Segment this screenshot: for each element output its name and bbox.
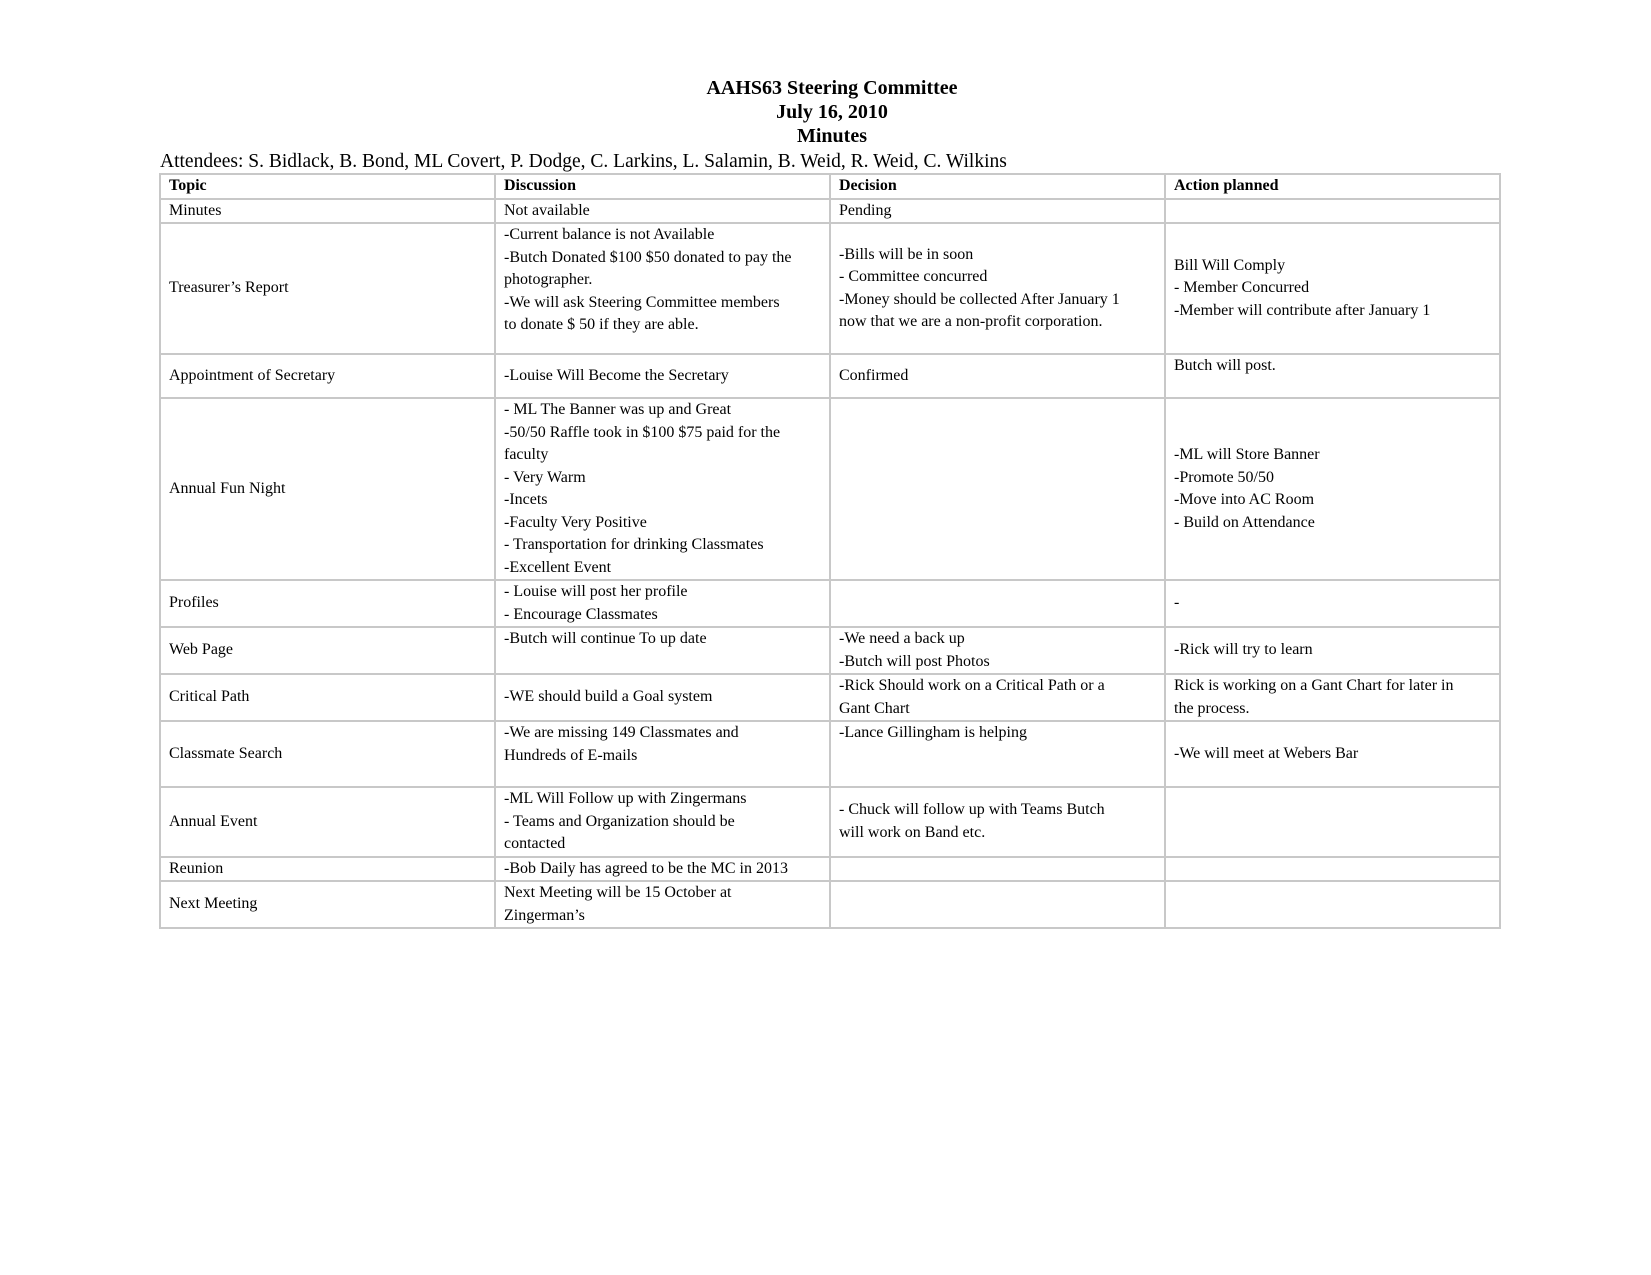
action-line: -Promote 50/50 — [1174, 468, 1274, 486]
decision-cell — [830, 354, 1165, 398]
discussion-line: - ML The Banner was up and Great — [504, 401, 732, 418]
header-discussion: Discussion — [495, 174, 830, 199]
action-cell — [1165, 199, 1500, 224]
document-subtitle: Minutes — [797, 125, 867, 147]
topic-cell: Minutes — [160, 199, 495, 224]
table-row — [160, 199, 1500, 224]
document-date: July 16, 2010 — [776, 101, 888, 123]
discussion-line: -Incets — [504, 491, 548, 508]
action-cell — [1165, 354, 1500, 398]
minutes-table — [159, 173, 1501, 929]
table-row — [160, 627, 1500, 674]
discussion-cell — [495, 721, 830, 787]
discussion-line: -Faculty Very Positive — [504, 513, 647, 531]
discussion-line: -We will ask Steering Committee members — [504, 293, 780, 311]
decision-cell — [830, 674, 1165, 721]
decision-line: -Lance Gillingham is helping — [839, 724, 1027, 741]
decision-cell — [830, 787, 1165, 857]
table-row — [160, 580, 1500, 627]
discussion-cell — [495, 674, 830, 721]
decision-cell — [830, 881, 1165, 928]
action-cell — [1165, 787, 1500, 857]
discussion-line: to donate $ 50 if they are able. — [504, 316, 699, 333]
table-row — [160, 787, 1500, 857]
topic-cell: Annual Event — [160, 787, 495, 857]
action-line: the process. — [1174, 699, 1250, 717]
decision-cell — [830, 223, 1165, 354]
action-line: - Member Concurred — [1174, 279, 1310, 297]
decision-line: Confirmed — [839, 366, 909, 384]
topic-cell: Profiles — [160, 580, 495, 627]
document-title: AAHS63 Steering Committee — [706, 77, 958, 99]
decision-line: Pending — [839, 201, 892, 219]
topic-cell: Classmate Search — [160, 721, 495, 787]
action-line: -Rick will try to learn — [1174, 641, 1313, 659]
discussion-line: Zingerman’s — [504, 906, 585, 924]
decision-line: -Money should be collected After January 1 — [839, 290, 1120, 308]
table-row — [160, 857, 1500, 882]
action-cell — [1165, 721, 1500, 787]
discussion-cell — [495, 881, 830, 928]
discussion-line: faculty — [504, 446, 549, 463]
discussion-cell — [495, 857, 830, 882]
table-row — [160, 674, 1500, 721]
discussion-line: contacted — [504, 835, 566, 852]
action-line: Bill Will Comply — [1174, 256, 1286, 274]
discussion-line: Not available — [504, 201, 590, 219]
discussion-line: - Encourage Classmates — [504, 605, 658, 623]
decision-line: - Chuck will follow up with Teams Butch — [839, 801, 1105, 819]
decision-line: now that we are a non-profit corporation. — [839, 313, 1103, 330]
decision-line: will work on Band etc. — [839, 823, 986, 841]
discussion-line: - Very Warm — [504, 468, 586, 486]
table-row — [160, 354, 1500, 398]
action-cell — [1165, 398, 1500, 580]
decision-line: -Butch will post Photos — [839, 652, 990, 670]
discussion-line: - Teams and Organization should be — [504, 812, 735, 830]
decision-cell — [830, 398, 1165, 580]
action-cell — [1165, 881, 1500, 928]
table-row — [160, 398, 1500, 580]
table-header-row — [160, 174, 1500, 199]
discussion-line: -Louise Will Become the Secretary — [504, 366, 729, 384]
discussion-line: - Transportation for drinking Classmates — [504, 536, 764, 553]
decision-cell — [830, 721, 1165, 787]
decision-line: -Rick Should work on a Critical Path or a — [839, 677, 1105, 694]
action-cell — [1165, 674, 1500, 721]
discussion-line: -Excellent Event — [504, 558, 612, 576]
action-cell — [1165, 223, 1500, 354]
discussion-line: -WE should build a Goal system — [504, 688, 713, 706]
discussion-line: -Butch Donated $100 $50 donated to pay the — [504, 248, 792, 266]
decision-line: Gant Chart — [839, 699, 910, 717]
table-row — [160, 223, 1500, 354]
decision-cell — [830, 857, 1165, 882]
header-decision: Decision — [830, 174, 1165, 199]
discussion-cell — [495, 199, 830, 224]
topic-cell: Annual Fun Night — [160, 398, 495, 580]
action-line: -Move into AC Room — [1174, 491, 1315, 508]
topic-cell: Reunion — [160, 857, 495, 882]
discussion-line: -Current balance is not Available — [504, 226, 715, 243]
discussion-line: Hundreds of E-mails — [504, 746, 638, 764]
table-body — [160, 199, 1500, 929]
topic-cell: Treasurer’s Report — [160, 223, 495, 354]
discussion-line: -Bob Daily has agreed to be the MC in 2013 — [504, 859, 788, 877]
discussion-cell — [495, 354, 830, 398]
action-line: Rick is working on a Gant Chart for later in — [1174, 677, 1454, 694]
discussion-line: - Louise will post her profile — [504, 583, 688, 600]
action-cell — [1165, 857, 1500, 882]
document-header — [0, 76, 1651, 148]
action-line: -ML will Store Banner — [1174, 446, 1320, 463]
topic-cell: Web Page — [160, 627, 495, 674]
decision-cell — [830, 199, 1165, 224]
table-row — [160, 881, 1500, 928]
decision-line: -We need a back up — [839, 630, 965, 647]
discussion-line: Next Meeting will be 15 October at — [504, 884, 732, 901]
header-topic: Topic — [160, 174, 495, 199]
action-line: Butch will post. — [1174, 357, 1276, 374]
discussion-line: -ML Will Follow up with Zingermans — [504, 790, 747, 807]
action-line: -We will meet at Webers Bar — [1174, 744, 1359, 762]
table-row — [160, 721, 1500, 787]
action-line: -Member will contribute after January 1 — [1174, 301, 1431, 319]
discussion-cell — [495, 223, 830, 354]
topic-cell: Next Meeting — [160, 881, 495, 928]
decision-cell — [830, 627, 1165, 674]
discussion-line: -Butch will continue To up date — [504, 630, 707, 647]
discussion-line: -50/50 Raffle took in $100 $75 paid for the — [504, 423, 781, 441]
topic-cell: Critical Path — [160, 674, 495, 721]
action-cell — [1165, 627, 1500, 674]
discussion-cell — [495, 787, 830, 857]
action-cell — [1165, 580, 1500, 627]
attendees-line: Attendees: S. Bidlack, B. Bond, ML Covert, P. Dodge, C. Larkins, L. Salamin, B. Weid, R. Weid, C. Wilkins — [160, 151, 1007, 172]
decision-cell — [830, 580, 1165, 627]
action-line: - Build on Attendance — [1174, 513, 1315, 531]
topic-cell: Appointment of Secretary — [160, 354, 495, 398]
header-action-planned: Action planned — [1165, 174, 1500, 199]
discussion-line: photographer. — [504, 271, 593, 288]
decision-line: -Bills will be in soon — [839, 245, 974, 263]
action-line: - — [1174, 594, 1180, 612]
discussion-line: -We are missing 149 Classmates and — [504, 724, 739, 741]
discussion-cell — [495, 627, 830, 674]
decision-line: - Committee concurred — [839, 268, 988, 285]
discussion-cell — [495, 398, 830, 580]
discussion-cell — [495, 580, 830, 627]
